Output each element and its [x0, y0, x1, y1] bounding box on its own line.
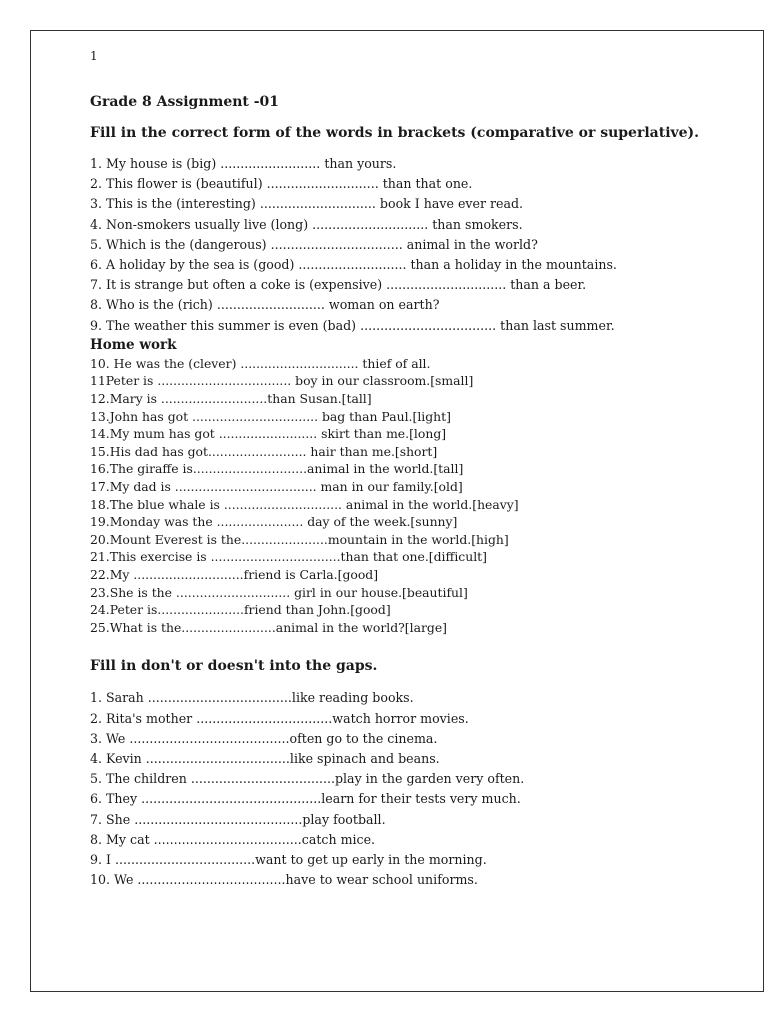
- homework-item: 23.She is the ............................. girl in our house.[beautiful]: [90, 584, 468, 600]
- gap-item: 8. My cat .....................................catch mice.: [90, 831, 376, 847]
- exercise-item: 5. Which is the (dangerous) ................................. animal in the world?: [90, 236, 538, 252]
- homework-item: 16.The giraffe is.............................animal in the world.[tall]: [90, 461, 464, 477]
- exercise-item: 8. Who is the (rich) ........................... woman on earth?: [90, 297, 440, 313]
- homework-item: 10. He was the (clever) .............................. thief of all.: [90, 355, 431, 371]
- homework-item: 21.This exercise is .................................than that one.[difficult]: [90, 549, 487, 565]
- homework-item: 14.My mum has got ......................... skirt than me.[long]: [90, 426, 447, 442]
- worksheet-content: [90, 49, 750, 890]
- dont-doesnt-exercise-list: [90, 688, 750, 890]
- dont-doesnt-instruction: Fill in don't or doesn't into the gaps.: [90, 658, 378, 675]
- gap-item: 10. We .....................................have to wear school uniforms.: [90, 872, 478, 888]
- homework-item: 12.Mary is ...........................than Susan.[tall]: [90, 391, 372, 407]
- homework-item: 24.Peter is......................friend than John.[good]: [90, 602, 391, 618]
- worksheet-page: [30, 30, 764, 992]
- assignment-title: Grade 8 Assignment -01: [90, 94, 280, 110]
- gap-item: 7. She ..........................................play football.: [90, 811, 386, 827]
- gap-item: 9. I ...................................want to get up early in the morning.: [90, 851, 487, 867]
- homework-item: 19.Monday was the ...................... day of the week.[sunny]: [90, 514, 458, 530]
- gap-item: 2. Rita's mother ..................................watch horror movies.: [90, 710, 469, 726]
- exercise-item: 3. This is the (interesting) ............................. book I have ever read.: [90, 196, 524, 212]
- exercise-item: 1. My house is (big) ......................... than yours.: [90, 156, 397, 171]
- comparative-instruction: Fill in the correct form of the words in brackets (comparative or superlative).: [90, 125, 700, 141]
- gap-item: 1. Sarah ....................................like reading books.: [90, 690, 414, 706]
- gap-item: 3. We ........................................often go to the cinema.: [90, 730, 438, 746]
- homework-item: 22.My ............................friend is Carla.[good]: [90, 566, 379, 582]
- gap-item: 5. The children ....................................play in the garden very often.: [90, 771, 525, 787]
- exercise-item: 6. A holiday by the sea is (good) ........................... than a holiday in the mountains.: [90, 257, 617, 273]
- exercise-item: 9. The weather this summer is even (bad) .................................. than last summer.: [90, 317, 615, 333]
- comparative-exercise-list: [90, 154, 750, 336]
- page-number: 1: [90, 49, 98, 63]
- exercise-item: 4. Non-smokers usually live (long) ............................. than smokers.: [90, 216, 523, 232]
- homework-item: 18.The blue whale is .............................. animal in the world.[heavy]: [90, 496, 519, 512]
- homework-heading: Home work: [90, 336, 177, 353]
- exercise-item: 2. This flower is (beautiful) ............................ than that one.: [90, 176, 473, 192]
- gap-item: 6. They .............................................learn for their tests very much.: [90, 791, 521, 807]
- homework-item: 25.What is the........................animal in the world?[large]: [90, 619, 448, 635]
- exercise-item: 7. It is strange but often a coke is (expensive) .............................. than a beer.: [90, 277, 587, 293]
- homework-item: 17.My dad is .................................... man in our family.[old]: [90, 478, 463, 494]
- homework-item: 11Peter is .................................. boy in our classroom.[small]: [90, 373, 474, 389]
- homework-exercise-list: [90, 355, 750, 637]
- homework-item: 13.John has got ................................ bag than Paul.[light]: [90, 408, 451, 424]
- homework-item: 20.Mount Everest is the......................mountain in the world.[high]: [90, 531, 509, 547]
- gap-item: 4. Kevin ....................................like spinach and beans.: [90, 750, 440, 766]
- homework-item: 15.His dad has got......................... hair than me.[short]: [90, 443, 438, 459]
